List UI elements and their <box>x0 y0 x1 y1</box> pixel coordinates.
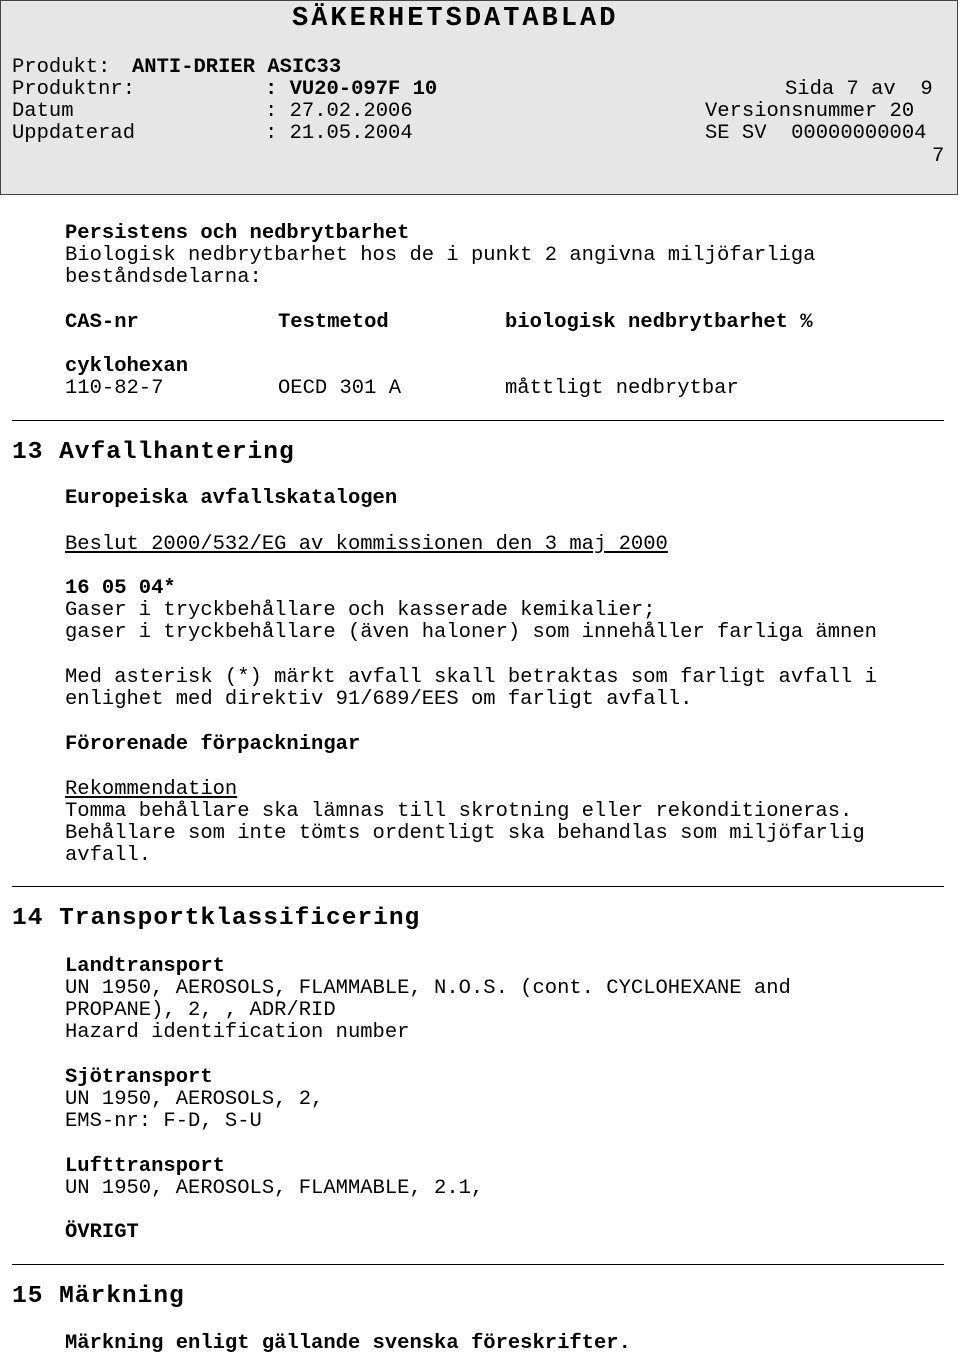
column-header-biodegradability: biologisk nedbrytbarhet % <box>505 311 813 334</box>
recommendation-label: Rekommendation <box>65 778 238 801</box>
waste-code-line-2: gaser i tryckbehållare (även haloner) som innehåller farliga ämnen <box>65 621 877 644</box>
page-counter: Sida 7 av 9 <box>785 78 933 101</box>
asterisk-note-line-2: enlighet med direktiv 91/689/EES om farligt avfall. <box>65 688 693 711</box>
sea-transport-line-2: EMS-nr: F-D, S-U <box>65 1110 262 1133</box>
section-divider <box>12 886 944 887</box>
waste-code-line-1: Gaser i tryckbehållare och kasserade kemikalier; <box>65 599 656 622</box>
persistens-text-1: Biologisk nedbrytbarhet hos de i punkt 2 angivna miljöfarliga <box>65 244 816 267</box>
persistens-text-2: beståndsdelarna: <box>65 266 262 289</box>
document-code: SE SV 00000000004 <box>705 122 927 145</box>
waste-catalogue-heading: Europeiska avfallskatalogen <box>65 487 398 510</box>
land-transport-line-2: PROPANE), 2, , ADR/RID <box>65 999 336 1022</box>
land-transport-line-1: UN 1950, AEROSOLS, FLAMMABLE, N.O.S. (cont. CYCLOHEXANE and <box>65 977 791 1000</box>
sea-transport-line-1: UN 1950, AEROSOLS, 2, <box>65 1088 324 1111</box>
uppdaterad-label: Uppdaterad <box>12 122 136 145</box>
asterisk-note-line-1: Med asterisk (*) märkt avfall skall betraktas som farligt avfall i <box>65 666 877 689</box>
document-title: SÄKERHETSDATABLAD <box>292 4 619 34</box>
recommendation-line-3: avfall. <box>65 844 152 867</box>
section-divider <box>12 420 944 421</box>
decision-reference: Beslut 2000/532/EG av kommissionen den 3 maj 2000 <box>65 533 668 556</box>
other-heading: ÖVRIGT <box>65 1221 139 1244</box>
column-header-cas: CAS-nr <box>65 311 139 334</box>
substance-method: OECD 301 A <box>278 377 402 400</box>
produkt-label: Produkt: <box>12 56 111 79</box>
air-transport-line-1: UN 1950, AEROSOLS, FLAMMABLE, 2.1, <box>65 1177 484 1200</box>
datum-label: Datum <box>12 100 74 123</box>
persistens-heading: Persistens och nedbrytbarhet <box>65 222 410 245</box>
section-14-heading: 14 Transportklassificering <box>12 905 421 932</box>
datum-value: : 27.02.2006 <box>265 100 413 123</box>
labelling-text: Märkning enligt gällande svenska föreskrifter. <box>65 1332 631 1355</box>
substance-result: måttligt nedbrytbar <box>505 377 739 400</box>
packaging-heading: Förorenade förpackningar <box>65 733 361 756</box>
sea-transport-heading: Sjötransport <box>65 1066 213 1089</box>
produktnr-value: : VU20-097F 10 <box>265 78 438 101</box>
substance-cas: 110-82-7 <box>65 377 164 400</box>
land-transport-line-3: Hazard identification number <box>65 1021 410 1044</box>
uppdaterad-value: : 21.05.2004 <box>265 122 413 145</box>
produkt-value: ANTI-DRIER ASIC33 <box>132 56 342 79</box>
section-13-heading: 13 Avfallhantering <box>12 439 295 466</box>
section-divider <box>12 1264 944 1265</box>
substance-name: cyklohexan <box>65 355 189 378</box>
air-transport-heading: Lufttransport <box>65 1155 225 1178</box>
section-15-heading: 15 Märkning <box>12 1283 185 1310</box>
column-header-testmetod: Testmetod <box>278 311 389 334</box>
version-number: Versionsnummer 20 <box>705 100 915 123</box>
recommendation-line-2: Behållare som inte tömts ordentligt ska behandlas som miljöfarlig <box>65 822 865 845</box>
version-digit: 7 <box>932 145 945 168</box>
land-transport-heading: Landtransport <box>65 955 225 978</box>
produktnr-label: Produktnr: <box>12 78 136 101</box>
waste-code: 16 05 04* <box>65 577 176 600</box>
recommendation-line-1: Tomma behållare ska lämnas till skrotning eller rekonditioneras. <box>65 800 853 823</box>
